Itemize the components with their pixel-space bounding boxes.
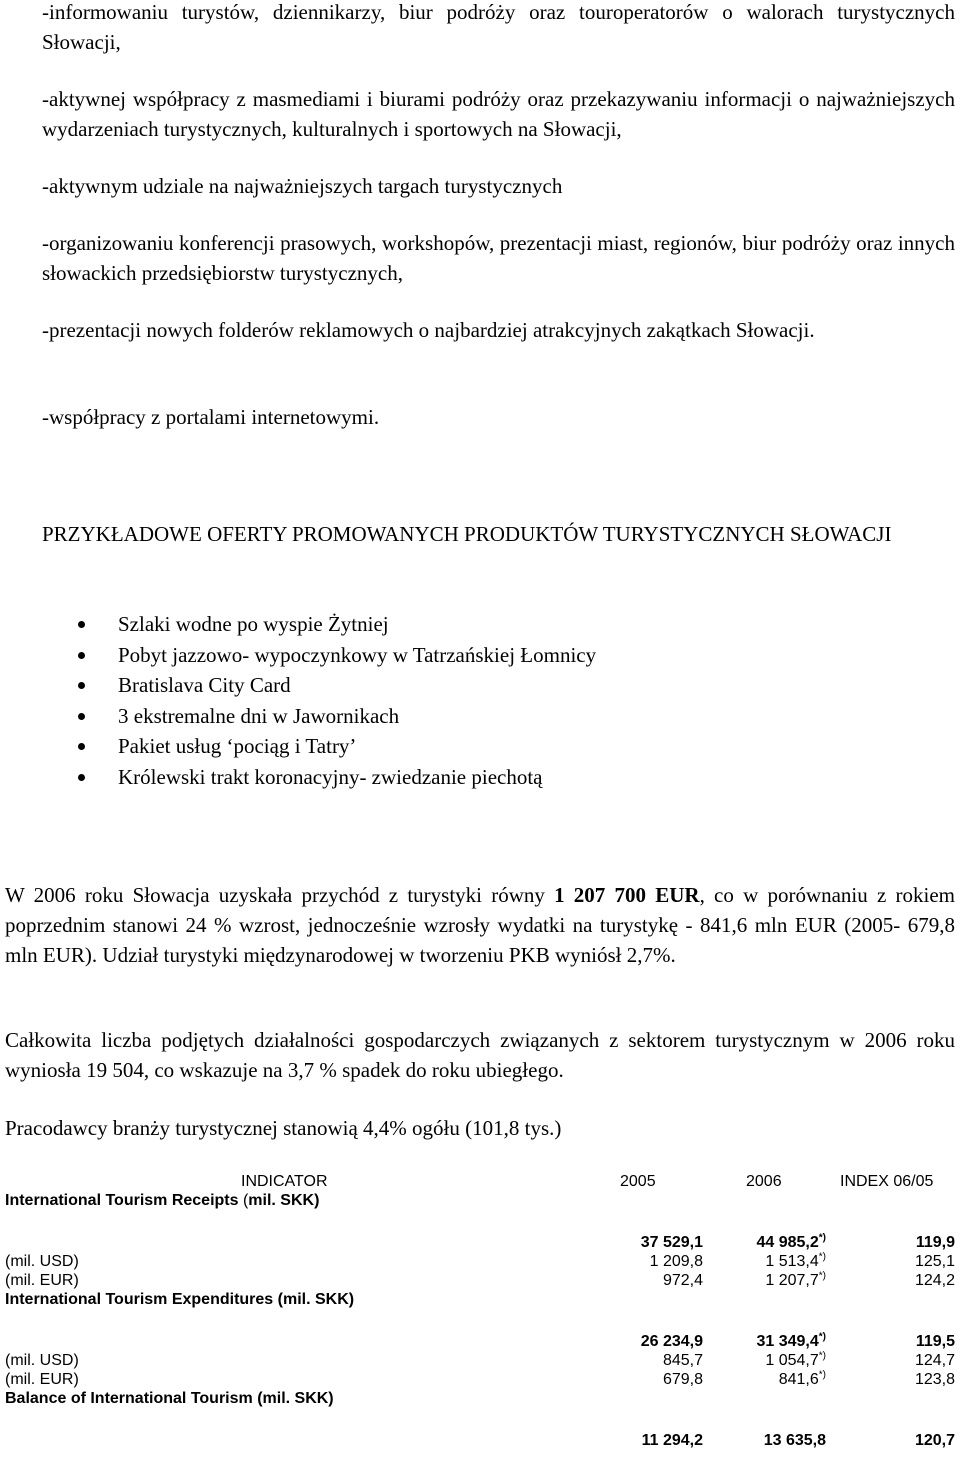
expenditures-skk-2005: 26 234,9: [640, 1333, 703, 1350]
table-row: [5, 1431, 955, 1450]
section-title-balance: [5, 1389, 955, 1408]
section-title-expenditures: [5, 1290, 955, 1309]
intro-item-portals: -współpracy z portalami internetowymi.: [42, 405, 380, 429]
balance-skk-2006: 13 635,8: [763, 1432, 826, 1449]
table-row: [5, 1332, 955, 1351]
table-row: [5, 1252, 955, 1271]
balance-title: Balance of International Tourism (mil. SKK): [5, 1390, 334, 1407]
receipts-eur-2005: 972,4: [662, 1272, 703, 1289]
offer-item: Królewski trakt koronacyjny- zwiedzanie piechotą: [78, 762, 596, 793]
balance-skk-index: 120,7: [914, 1432, 955, 1449]
expenditures-eur-2005: 679,8: [662, 1371, 703, 1388]
balance-skk-2005: 11 294,2: [641, 1432, 703, 1449]
intro-item-folders: -prezentacji nowych folderów reklamowych o najbardziej atrakcyjnych zakątkach Słowacji.: [42, 318, 815, 342]
receipts-usd-index: 125,1: [914, 1253, 955, 1270]
table-row: [5, 1233, 955, 1252]
table-row: [5, 1271, 955, 1290]
row-label: (mil. USD): [5, 1352, 79, 1369]
receipts-title-a: International Tourism Receipts: [5, 1192, 243, 1209]
expenditures-usd-2005: 845,7: [662, 1352, 703, 1369]
receipts-usd-2006: 1 513,4*): [765, 1251, 826, 1270]
receipts-title-b: mil. SKK): [248, 1192, 320, 1209]
expenditures-eur-index: 123,8: [914, 1371, 955, 1388]
table-row: [5, 1351, 955, 1370]
spacer-row: [5, 1408, 955, 1427]
offer-item: Szlaki wodne po wyspie Żytniej: [78, 609, 596, 640]
expenditures-skk-2006: 31 349,4*): [756, 1331, 826, 1350]
revenue-amount: 1 207 700 EUR: [554, 883, 700, 907]
row-label: (mil. USD): [5, 1253, 79, 1270]
header-indicator: INDICATOR: [241, 1173, 328, 1190]
row-label: (mil. EUR): [5, 1371, 79, 1388]
spacer-row: [5, 1309, 955, 1328]
header-index: INDEX 06/05: [840, 1173, 934, 1190]
expenditures-usd-index: 124,7: [914, 1352, 955, 1369]
receipts-title-paren: (: [242, 1192, 249, 1209]
tourism-statistics-table: [5, 1172, 955, 1450]
table-header-row: [5, 1172, 955, 1191]
offers-list: [78, 609, 596, 792]
receipts-eur-2006: 1 207,7*): [765, 1270, 826, 1289]
expenditures-skk-index: 119,5: [915, 1333, 955, 1350]
revenue-paragraph: [5, 880, 955, 970]
receipts-skk-index: 119,9: [915, 1234, 955, 1251]
header-2006: 2006: [746, 1173, 782, 1190]
employers-paragraph: Pracodawcy branży turystycznej stanowią 4,4% ogółu (101,8 tys.): [5, 1116, 562, 1140]
receipts-skk-2005: 37 529,1: [640, 1234, 703, 1251]
receipts-skk-2006: 44 985,2*): [756, 1232, 826, 1251]
intro-item-conferences: -organizowaniu konferencji prasowych, workshopów, prezentacji miast, regionów, biur podróży oraz innych słowackich przedsiębiorstw turystycznych,: [42, 231, 955, 285]
offer-item: Pobyt jazzowo- wypoczynkowy w Tatrzańskiej Łomnicy: [78, 640, 596, 671]
offer-item: Bratislava City Card: [78, 670, 596, 701]
intro-item-informing: -informowaniu turystów, dziennikarzy, biur podróży oraz touroperatorów o walorach turystycznych Słowacji,: [42, 0, 955, 54]
revenue-text-start: W 2006 roku Słowacja uzyskała przychód z turystyki równy: [5, 883, 555, 907]
section-title-receipts: [5, 1191, 955, 1210]
row-label: (mil. EUR): [5, 1272, 79, 1289]
expenditures-title: International Tourism Expenditures (mil. SKK): [5, 1291, 355, 1308]
table-row: [5, 1370, 955, 1389]
offer-item: 3 ekstremalne dni w Jawornikach: [78, 701, 596, 732]
intro-item-media-cooperation: -aktywnej współpracy z masmediami i biurami podróży oraz przekazywaniu informacji o najważniejszych wydarzeniach turystycznych, kulturalnych i sportowych na Słowacji,: [42, 87, 955, 141]
expenditures-usd-2006: 1 054,7*): [765, 1350, 826, 1369]
header-2005: 2005: [620, 1173, 656, 1190]
spacer-row: [5, 1210, 955, 1229]
receipts-usd-2005: 1 209,8: [649, 1253, 703, 1270]
offers-heading: PRZYKŁADOWE OFERTY PROMOWANYCH PRODUKTÓW TURYSTYCZNYCH SŁOWACJI: [42, 522, 892, 546]
offer-item: Pakiet usług ‘pociąg i Tatry’: [78, 731, 596, 762]
revenue-text-end: , co w porównaniu z rokiem poprzednim stanowi 24 % wzrost, jednocześnie wzrosły wydatki na turystykę - 841,6 mln EUR (2005- 679,8 mln EUR). Udział turystyki międzynarodowej w tworzeniu PKB wyniósł 2,7%.: [5, 883, 955, 967]
intro-item-trade-fairs: -aktywnym udziale na najważniejszych targach turystycznych: [42, 174, 563, 198]
receipts-eur-index: 124,2: [914, 1272, 955, 1289]
expenditures-eur-2006: 841,6*): [778, 1369, 826, 1388]
businesses-paragraph: Całkowita liczba podjętych działalności gospodarczych związanych z sektorem turystycznym w 2006 roku wyniosła 19 504, co wskazuje na 3,7 % spadek do roku ubiegłego.: [5, 1028, 955, 1082]
